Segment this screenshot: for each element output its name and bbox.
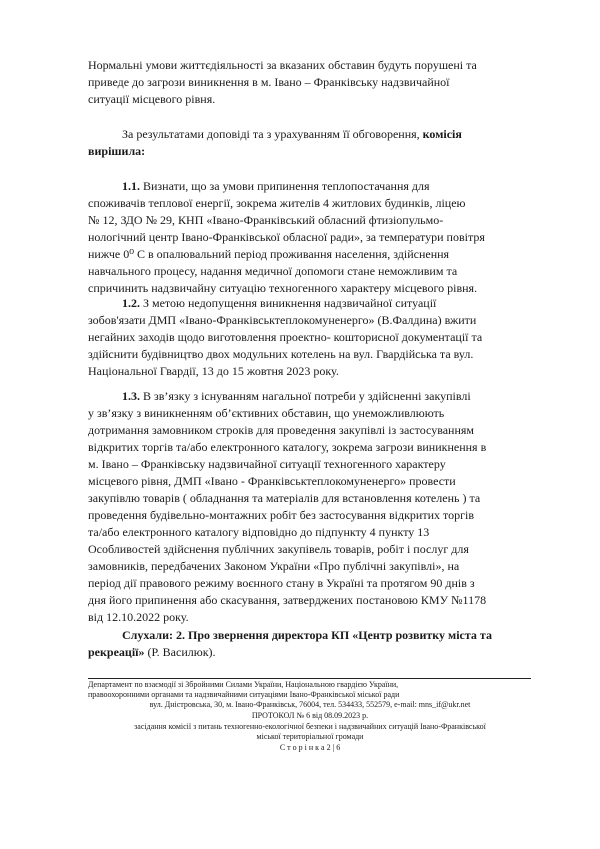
item-1-3-line-2: у зв’язку з виникненням об’єктивних обставин, що унеможливлюють bbox=[88, 406, 445, 420]
item-1-1-line-1 bbox=[122, 179, 430, 194]
item-1-3-line-7: закупівлю товарів ( обладнання та матеріалів для встановлення котелень ) та bbox=[88, 491, 481, 505]
item-1-1-text-1: Визнати, що за умови припинення теплопостачання для bbox=[140, 179, 430, 193]
item-1-3-line-10: Особливостей здійснення публічних закупівель товарів, робіт і послуг для bbox=[88, 542, 469, 556]
item-1-3-line-1 bbox=[122, 389, 471, 404]
item-1-3-line-9: та/або електронного каталогу відповідно до підпункту 4 пункту 13 bbox=[88, 525, 430, 539]
item-1-3-number: 1.3. bbox=[122, 389, 140, 403]
item-1-3-line-5: м. Івано – Франківську надзвичайної ситуації техногенного характеру bbox=[88, 457, 446, 471]
heard-speaker: (Р. Василюк). bbox=[144, 645, 216, 659]
footer-protocol: ПРОТОКОЛ № 6 від 08.09.2023 р. bbox=[251, 711, 369, 720]
intro-line-2: приведе до загрози виникнення в м. Івано – Франківську надзвичайної bbox=[88, 75, 450, 89]
resolution-line-1 bbox=[122, 127, 462, 142]
resolution-line-2 bbox=[88, 144, 145, 159]
heard-line-1 bbox=[122, 628, 492, 643]
footer-department: Департамент по взаємодії зі Збройними Силами України, Національною гвардією України, bbox=[88, 680, 399, 689]
item-1-3-line-14: від 12.10.2022 року. bbox=[88, 610, 189, 624]
footer-community: міської територіальної громади bbox=[256, 732, 364, 741]
item-1-3-line-13: дня його припинення або скасування, затверджених постановою КМУ №1178 bbox=[88, 593, 487, 607]
item-1-3-line-3: дотримання замовником строків для проведення закупівлі із застосуванням bbox=[88, 423, 474, 437]
item-1-3-line-12: період дії правового режиму воєнного стану в Україні та протягом 90 днів з bbox=[88, 576, 475, 590]
heard-heading: Слухали: 2. Про звернення директора КП «Центр розвитку міста та bbox=[122, 628, 492, 642]
item-1-2-text-1: З метою недопущення виникнення надзвичайної ситуації bbox=[140, 296, 437, 310]
item-1-2-line-3: негайних заходів щодо виготовлення проектно- кошторисної документації та bbox=[88, 330, 483, 344]
footer-meeting: засідання комісії з питань техногенно-екологічної безпеки і надзвичайних ситуацій Івано-Франківської bbox=[134, 722, 486, 731]
heard-heading-cont: рекреації» bbox=[88, 645, 145, 659]
item-1-1-line-7: спричинить надзвичайну ситуацію техногенного характеру місцевого рівня. bbox=[88, 281, 478, 295]
item-1-3-line-6: місцевого рівня, ДМП «Івано - Франківськтеплокомуненерго» провести bbox=[88, 474, 456, 488]
resolution-bold: комісія bbox=[422, 127, 462, 141]
item-1-2-line-4: здійснити будівництво двох модульних котелень на вул. Гвардійська та вул. bbox=[88, 347, 474, 361]
item-1-2-line-1 bbox=[122, 296, 436, 311]
item-1-1-line-6: навчального процесу, надання медичної допомоги стане неможливим та bbox=[88, 264, 458, 278]
item-1-3-text-1: В зв’язку з існуванням нагальної потреби у здійсненні закупівлі bbox=[140, 389, 471, 403]
item-1-2-number: 1.2. bbox=[122, 296, 140, 310]
item-1-3-line-8: проведення будівельно-монтажних робіт без застосування відкритих торгів bbox=[88, 508, 474, 522]
heard-line-2 bbox=[88, 645, 216, 660]
item-1-1-line-3: № 12, ЗДО № 29, КНП «Івано-Франківський обласний фтизіопульмо- bbox=[88, 213, 444, 227]
item-1-2-line-5: Національної Гвардії, 13 до 15 жовтня 2023 року. bbox=[88, 364, 339, 378]
item-1-1-line-4: нологічний центр Івано-Франківської обласної ради», за температури повітря bbox=[88, 230, 485, 244]
resolution-decided: вирішила: bbox=[88, 144, 146, 158]
item-1-1-line-2: споживачів теплової енергії, зокрема жителів 4 житлових будинків, ліцею bbox=[88, 196, 466, 210]
item-1-3-line-4: відкритих торгів та/або електронного каталогу, зокрема загрози виникнення в bbox=[88, 440, 487, 454]
item-1-3-line-11: замовників, передбачених Законом України «Про публічні закупівлі», на bbox=[88, 559, 460, 573]
item-1-1-line-5: нижче 0⁰ С в опалювальний період проживання населення, здійснення bbox=[88, 247, 450, 261]
footer-address: вул. Дністровська, 30, м. Івано-Франківськ, 76004, тел. 534433, 552579, e-mail: mns_if@ukr.net bbox=[149, 700, 471, 709]
item-1-2-line-2: зобов'язати ДМП «Івано-Франківськтеплокомуненерго» (В.Фалдина) вжити bbox=[88, 313, 477, 327]
page-number: С т о р і н к а 2 | 6 bbox=[279, 743, 341, 752]
intro-line-3: ситуації місцевого рівня. bbox=[88, 92, 216, 106]
item-1-1-number: 1.1. bbox=[122, 179, 140, 193]
footer-department-cont: правоохоронними органами та надзвичайними ситуаціями Івано-Франківської міської ради bbox=[88, 690, 400, 699]
resolution-plain: За результатами доповіді та з урахуванням її обговорення, bbox=[122, 127, 423, 141]
intro-line-1: Нормальні умови життєдіяльності за вказаних обставин будуть порушені та bbox=[88, 58, 477, 72]
footer-rule bbox=[88, 678, 531, 679]
